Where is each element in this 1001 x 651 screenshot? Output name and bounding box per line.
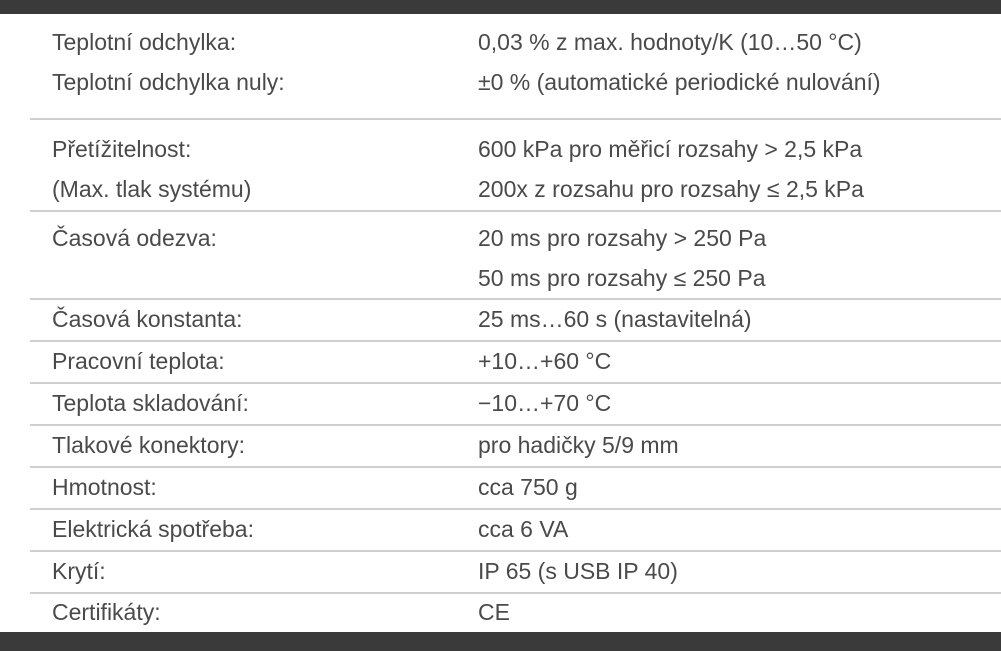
spec-value: 25 ms…60 s (nastavitelná) bbox=[478, 306, 752, 332]
spec-line bbox=[30, 168, 1001, 208]
spec-value: 600 kPa pro měřicí rozsahy > 2,5 kPa bbox=[478, 136, 863, 162]
spec-value: +10…+60 °C bbox=[478, 348, 612, 374]
spec-row-temperature-drift bbox=[30, 14, 1001, 120]
spec-value: 0,03 % z max. hodnoty/K (10…50 °C) bbox=[478, 29, 862, 55]
spec-line bbox=[30, 552, 1001, 592]
spec-value: pro hadičky 5/9 mm bbox=[478, 432, 679, 458]
spec-row-overload bbox=[30, 120, 1001, 212]
spec-label: Hmotnost: bbox=[52, 474, 157, 500]
spec-value: IP 65 (s USB IP 40) bbox=[478, 558, 678, 584]
spec-line bbox=[30, 61, 1001, 101]
spec-label: Pracovní teplota: bbox=[52, 348, 225, 374]
spec-line bbox=[30, 594, 1001, 634]
spec-value: CE bbox=[478, 599, 510, 625]
top-bar bbox=[0, 0, 1001, 14]
spec-line bbox=[30, 426, 1001, 466]
spec-label: Přetížitelnost: bbox=[52, 136, 192, 162]
spec-label: Časová konstanta: bbox=[52, 306, 243, 332]
spec-row-certificates bbox=[30, 594, 1001, 637]
spec-value: cca 750 g bbox=[478, 474, 578, 500]
spec-value: ±0 % (automatické periodické nulování) bbox=[478, 69, 881, 95]
spec-row-time-constant bbox=[30, 300, 1001, 342]
spec-label: Certifikáty: bbox=[52, 599, 161, 625]
spec-row-pressure-connectors bbox=[30, 426, 1001, 468]
spec-value: 200x z rozsahu pro rozsahy ≤ 2,5 kPa bbox=[478, 176, 864, 202]
spec-label: Elektrická spotřeba: bbox=[52, 516, 254, 542]
spec-line bbox=[30, 128, 1001, 168]
spec-label: Tlakové konektory: bbox=[52, 432, 246, 458]
spec-line bbox=[30, 468, 1001, 508]
spec-row-response-time bbox=[30, 212, 1001, 300]
spec-line bbox=[30, 217, 1001, 257]
spec-line bbox=[30, 257, 1001, 297]
spec-label: Časová odezva: bbox=[52, 225, 217, 251]
spec-value: cca 6 VA bbox=[478, 516, 569, 542]
spec-value: 50 ms pro rozsahy ≤ 250 Pa bbox=[478, 265, 766, 291]
spec-label: Teplotní odchylka: bbox=[52, 29, 237, 55]
bottom-bar bbox=[0, 632, 1001, 651]
spec-row-power-consumption bbox=[30, 510, 1001, 552]
spec-label: Teplota skladování: bbox=[52, 390, 249, 416]
spec-line bbox=[30, 300, 1001, 340]
spec-row-storage-temp bbox=[30, 384, 1001, 426]
spec-row-operating-temp bbox=[30, 342, 1001, 384]
spec-line bbox=[30, 342, 1001, 382]
spec-line bbox=[30, 510, 1001, 550]
spec-value: 20 ms pro rozsahy > 250 Pa bbox=[478, 225, 767, 251]
spec-table bbox=[30, 14, 1001, 637]
spec-label: (Max. tlak systému) bbox=[52, 176, 252, 202]
spec-value: −10…+70 °C bbox=[478, 390, 612, 416]
spec-row-weight bbox=[30, 468, 1001, 510]
spec-row-protection bbox=[30, 552, 1001, 594]
spec-label: Krytí: bbox=[52, 558, 106, 584]
spec-line bbox=[30, 21, 1001, 61]
spec-label: Teplotní odchylka nuly: bbox=[52, 69, 285, 95]
spec-line bbox=[30, 384, 1001, 424]
